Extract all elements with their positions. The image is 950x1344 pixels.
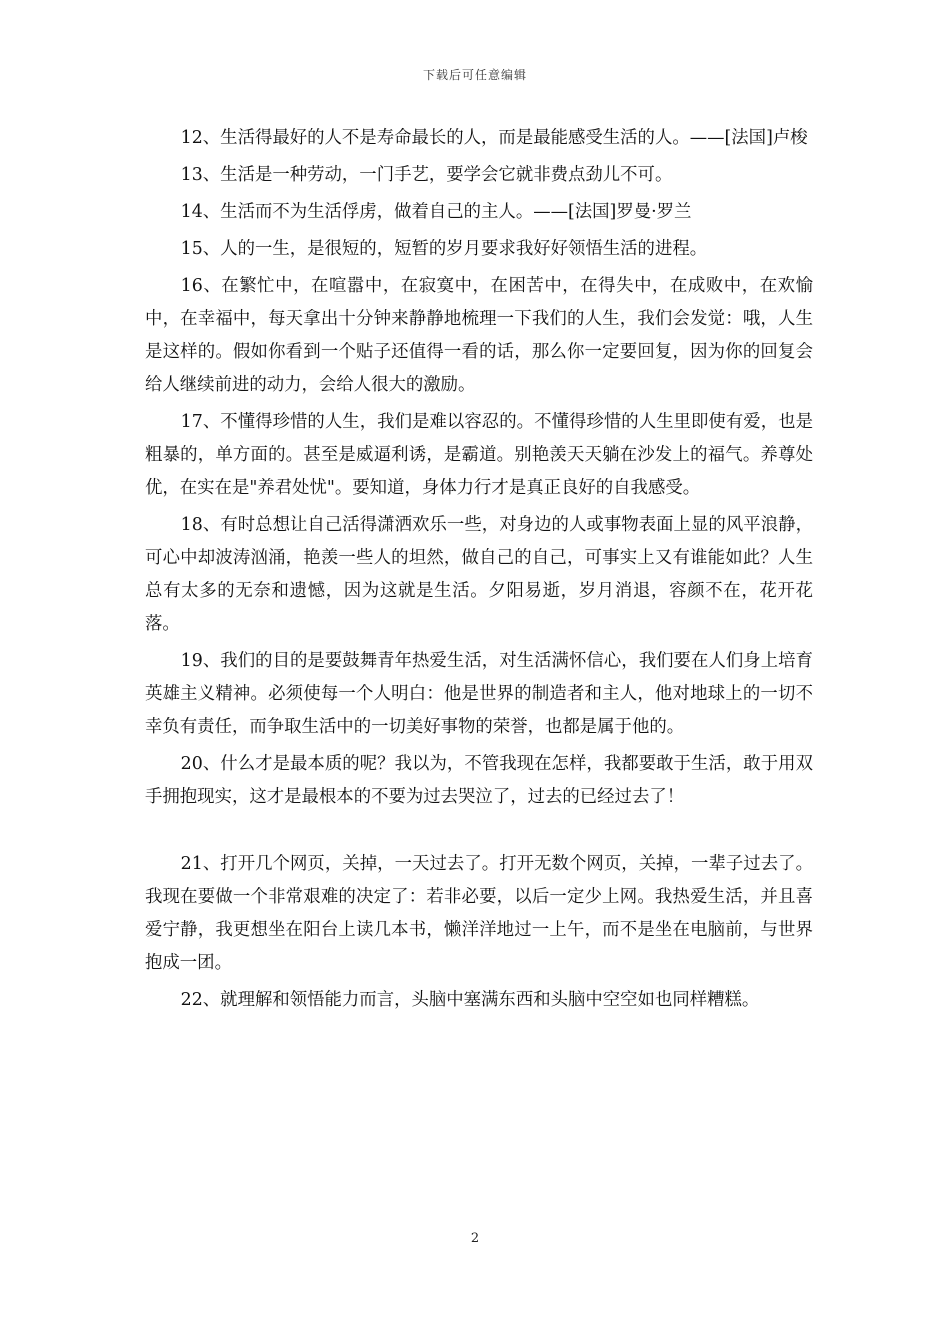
page-header: 下载后可任意编辑 xyxy=(422,68,527,82)
paragraph-13: 13、生活是一种劳动，一门手艺，要学会它就非费点劲儿不可。 xyxy=(180,165,673,185)
paragraph-18: 18、有时总想让自己活得潇洒欢乐一些，对身边的人或事物表面上显的风平浪静，可心中却波涛汹涌，艳羡一些人的坦然，做自己的自己，可事实上又有谁能如此？人生总有太多的无奈和遗憾，因为这就是生活。夕阳易逝，岁月消退，容颜不在，花开花落。 xyxy=(145,515,813,634)
paragraph-21: 21、打开几个网页，关掉，一天过去了。打开无数个网页，关掉，一辈子过去了。我现在要做一个非常艰难的决定了：若非必要，以后一定少上网。我热爱生活，并且喜爱宁静，我更想坐在阳台上读几本书，懒洋洋地过一上午，而不是坐在电脑前，与世界抱成一团。 xyxy=(145,854,813,973)
paragraph-12: 12、生活得最好的人不是寿命最长的人，而是最能感受生活的人。——[法国]卢梭 xyxy=(180,128,808,148)
paragraph-15: 15、人的一生，是很短的，短暂的岁月要求我好好领悟生活的进程。 xyxy=(180,239,708,259)
paragraph-14: 14、生活而不为生活俘虏，做着自己的主人。——[法国]罗曼·罗兰 xyxy=(180,202,692,222)
document-body xyxy=(145,122,813,1021)
paragraph-22: 22、就理解和领悟能力而言，头脑中塞满东西和头脑中空空如也同样糟糕。 xyxy=(180,990,760,1010)
paragraph-19: 19、我们的目的是要鼓舞青年热爱生活，对生活满怀信心，我们要在人们身上培育英雄主义精神。必须使每一个人明白：他是世界的制造者和主人，他对地球上的一切不幸负有责任，而争取生活中的一切美好事物的荣誉，也都是属于他的。 xyxy=(145,651,813,737)
paragraph-16: 16、在繁忙中，在喧嚣中，在寂寞中，在困苦中，在得失中，在成败中，在欢愉中，在幸福中，每天拿出十分钟来静静地梳理一下我们的人生，我们会发觉：哦，人生是这样的。假如你看到一个贴子还值得一看的话，那么你一定要回复，因为你的回复会给人继续前进的动力，会给人很大的激励。 xyxy=(145,276,813,395)
page-number: 2 xyxy=(470,1231,480,1246)
paragraph-20: 20、什么才是最本质的呢？我以为，不管我现在怎样，我都要敢于生活，敢于用双手拥抱现实，这才是最根本的不要为过去哭泣了，过去的已经过去了！ xyxy=(145,754,813,807)
paragraph-17: 17、不懂得珍惜的人生，我们是难以容忍的。不懂得珍惜的人生里即使有爱，也是粗暴的，单方面的。甚至是威逼利诱，是霸道。别艳羡天天躺在沙发上的福气。养尊处优，在实在是"养君处忧"。要知道，身体力行才是真正良好的自我感受。 xyxy=(145,412,813,498)
